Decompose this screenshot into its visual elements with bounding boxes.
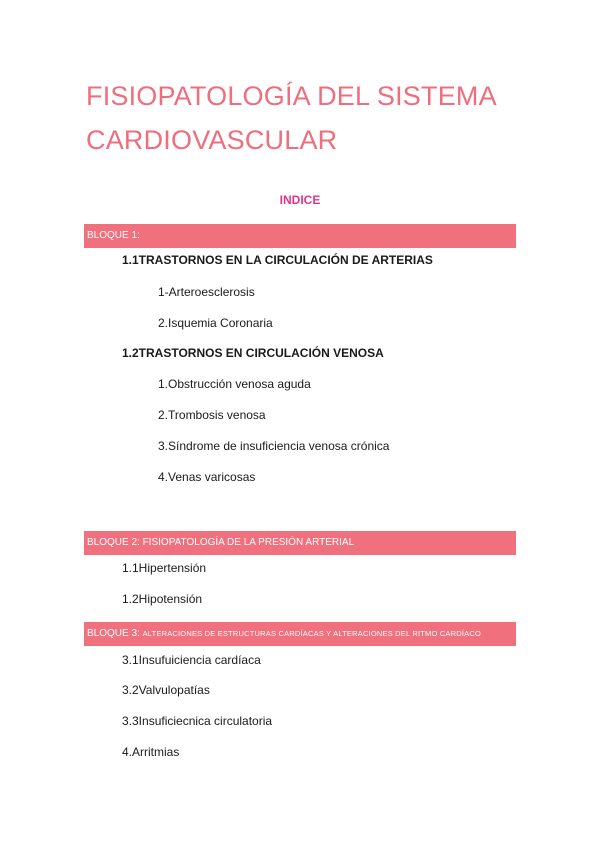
bloque-3-header [84, 622, 516, 646]
title-line-1: FISIOPATOLOGÍA DEL SISTEMA [86, 81, 497, 111]
section-1-1-title: 1.1TRASTORNOS EN LA CIRCULACIÓN DE ARTERIAS [122, 253, 433, 267]
bloque-1-header: BLOQUE 1: [84, 224, 516, 248]
list-item: 3.Síndrome de insuficiencia venosa crónica [158, 439, 390, 453]
document-title [86, 74, 497, 162]
list-item: 1.Obstrucción venosa aguda [158, 377, 311, 391]
list-item: 1-Arteroesclerosis [158, 285, 255, 299]
bloque-2-header: BLOQUE 2: FISIOPATOLOGÍA DE LA PRESIÓN ARTERIAL [84, 531, 516, 555]
list-item: 3.1Insufuiciencia cardíaca [122, 653, 261, 667]
list-item: 4.Arritmias [122, 745, 180, 759]
list-item: 2.Trombosis venosa [158, 408, 266, 422]
section-1-2-title: 1.2TRASTORNOS EN CIRCULACIÓN VENOSA [122, 346, 384, 360]
list-item: 3.3Insuficiecnica circulatoria [122, 714, 273, 728]
list-item: 2.Isquemia Coronaria [158, 316, 273, 330]
bloque-3-label: BLOQUE 3: [87, 628, 143, 639]
list-item: 4.Venas varicosas [158, 470, 256, 484]
index-heading: INDICE [279, 193, 321, 207]
bloque-3-sublabel: ALTERACIONES DE ESTRUCTURAS CARDÍACAS Y ALTERACIONES DEL RITMO CARDÍACO [142, 629, 482, 638]
title-line-2: CARDIOVASCULAR [86, 125, 338, 155]
list-item: 3.2Valvulopatías [122, 683, 210, 697]
list-item: 1.1Hipertensión [122, 561, 207, 575]
list-item: 1.2Hipotensión [122, 592, 203, 606]
